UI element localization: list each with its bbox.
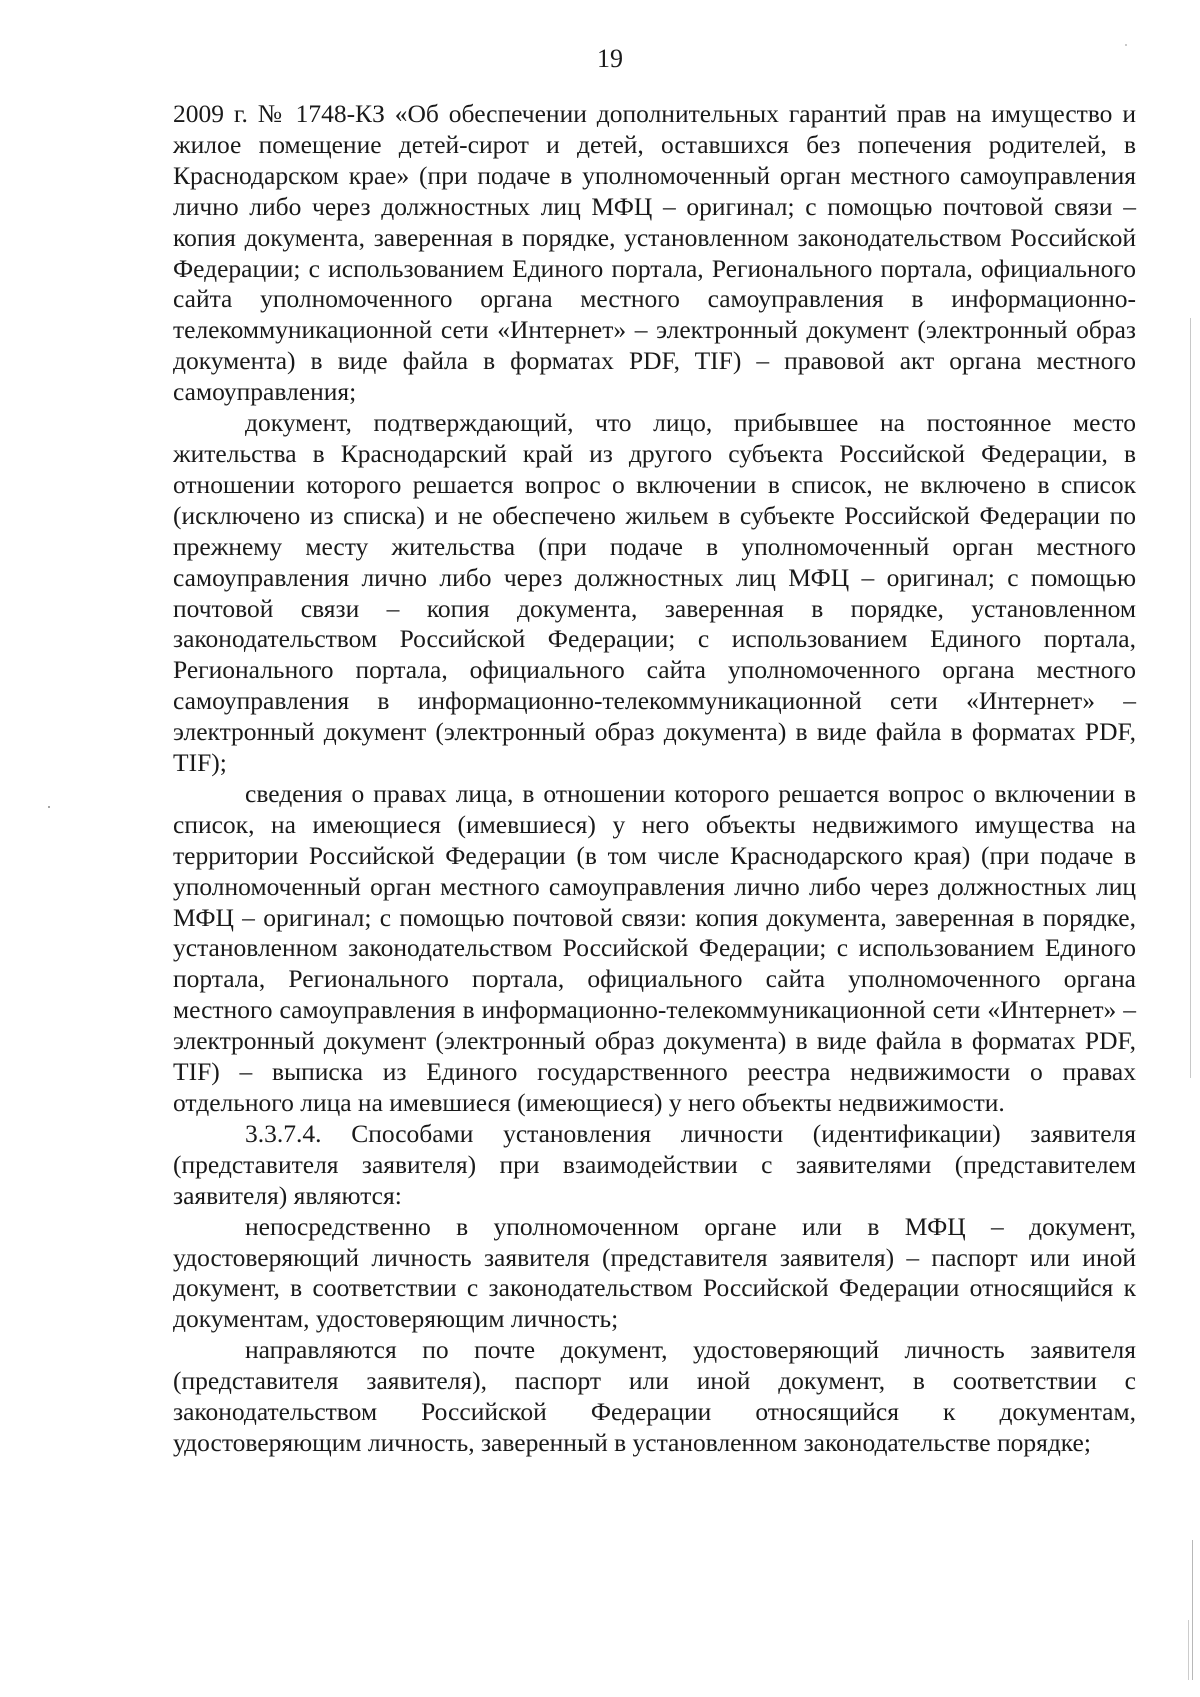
scan-speck [48,806,50,808]
scan-speck [1125,44,1127,46]
page-number: 19 [597,44,623,73]
paragraph-in-person: непосредственно в уполномоченном органе или в МФЦ – документ, удостоверяющий личность заявителя (представителя заявителя) – паспорт или иной документ, в соответствии с законодательством Российской Федерации относящийся к документам, удостоверяющим личность; [173,1211,1136,1334]
scan-edge-line [1188,1620,1189,1680]
scan-edge-line [1190,318,1191,1078]
paragraph-residence-document: документ, подтверждающий, что лицо, прибывшее на постоянное место жительства в Краснодарский край из другого субъекта Российской Федерации, в отношении которого решается вопрос о включении в список, не включено в список (исключено из списка) и не обеспечено жильем в субъекте Российской Федерации по прежнему месту жительства (при подаче в уполномоченный орган местного самоуправления лично либо через должностных лиц МФЦ – оригинал; с помощью почтовой связи – копия документа, заверенная в порядке, установленном законодательством Российской Федерации; с использованием Единого портала, Регионального портала, официального сайта уполномоченного органа местного самоуправления в информационно-телекоммуникационной сети «Интернет» – электронный документ (электронный образ документа) в виде файла в форматах PDF, TIF); [173,408,1136,778]
paragraph-identification-methods: 3.3.7.4. Способами установления личности (идентификации) заявителя (представителя заявителя) при взаимодействии с заявителями (представителем заявителя) являются: [173,1118,1136,1210]
document-body [173,99,1136,1459]
scan-edge-line [1192,1540,1193,1680]
paragraph-property-rights: сведения о правах лица, в отношении которого решается вопрос о включении в список, на имеющиеся (имевшиеся) у него объекты недвижимого имущества на территории Российской Федерации (в том числе Краснодарского края) (при подаче в уполномоченный орган местного самоуправления лично либо через должностных лиц МФЦ – оригинал; с помощью почтовой связи: копия документа, заверенная в порядке, установленном законодательством Российской Федерации; с использованием Единого портала, Регионального портала, официального сайта уполномоченного органа местного самоуправления в информационно-телекоммуникационной сети «Интернет» – электронный документ (электронный образ документа) в виде файла в форматах PDF, TIF) – выписка из Единого государственного реестра недвижимости о правах отдельного лица на имевшиеся (имеющиеся) у него объекты недвижимости. [173,778,1136,1117]
paragraph-law-reference: 2009 г. № 1748-КЗ «Об обеспечении дополнительных гарантий прав на имущество и жилое помещение детей-сирот и детей, оставшихся без попечения родителей, в Краснодарском крае» (при подаче в уполномоченный орган местного самоуправления лично либо через должностных лиц МФЦ – оригинал; с помощью почтовой связи – копия документа, заверенная в порядке, установленном законодательством Российской Федерации; с использованием Единого портала, Регионального портала, официального сайта уполномоченного органа местного самоуправления в информационно-телекоммуникационной сети «Интернет» – электронный документ (электронный образ документа) в виде файла в форматах PDF, TIF) – правовой акт органа местного самоуправления; [173,99,1136,407]
paragraph-by-mail: направляются по почте документ, удостоверяющий личность заявителя (представителя заявителя), паспорт или иной документ, в соответствии с законодательством Российской Федерации относящийся к документам, удостоверяющим личность, заверенный в установленном законодательстве порядке; [173,1335,1136,1457]
